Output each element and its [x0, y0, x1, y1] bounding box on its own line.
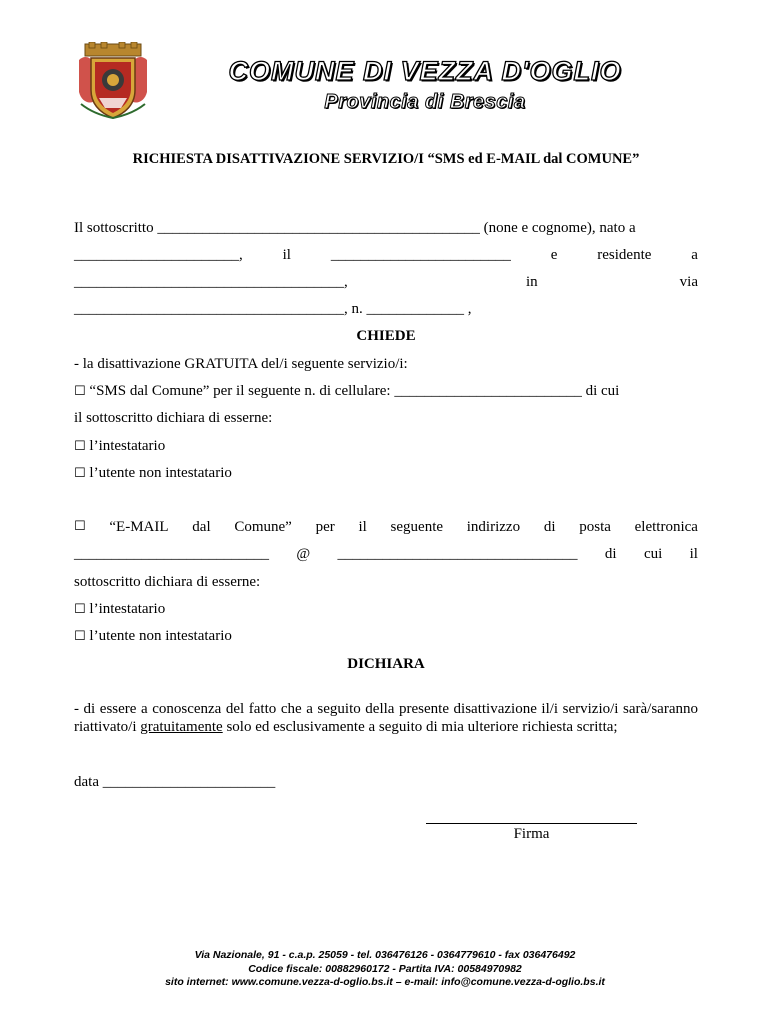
sms-option [74, 382, 698, 401]
chiede-intro: - la disattivazione GRATUITA del/i seguente servizio/i: [74, 356, 408, 372]
word-residente: residente [597, 247, 652, 263]
email-word: il [689, 546, 698, 562]
footer-tax-codes: Codice fiscale: 00882960172 - Partita IVA: 00584970982 [248, 963, 522, 975]
footer-address: Via Nazionale, 91 - c.a.p. 25059 - tel. 036476126 - 0364779610 - fax 036476492 [194, 949, 576, 961]
sms-non-holder-checkbox[interactable]: ☐ [74, 466, 86, 481]
dichiara-paragraph [74, 700, 698, 736]
email-word: “E-MAIL [109, 519, 169, 535]
email-option [74, 518, 698, 536]
email-domain-blank[interactable]: ________________________________ [337, 546, 578, 562]
email-user-blank[interactable]: __________________________ [74, 546, 269, 562]
date-line[interactable]: data _______________________ [74, 774, 276, 790]
email-holder-label: l’intestatario [89, 601, 166, 617]
email-word: seguente [390, 519, 444, 535]
word-il: il [282, 247, 291, 263]
birthdate-blank[interactable]: ________________________ [330, 247, 511, 263]
email-non-holder-checkbox[interactable]: ☐ [74, 629, 86, 644]
sms-declare: il sottoscritto dichiara di esserne: [74, 410, 273, 426]
email-word: indirizzo [466, 519, 521, 535]
sms-option-text: “SMS dal Comune” per il seguente n. di cellulare: _________________________ di cui [89, 383, 620, 399]
word-e: e [550, 247, 558, 263]
word-via: via [679, 274, 698, 290]
dichiara-underlined-word: gratuitamente [140, 719, 223, 735]
email-word: Comune” [234, 519, 292, 535]
email-word: elettronica [634, 519, 698, 535]
email-non-holder-label: l’utente non intestatario [89, 628, 232, 644]
dichiara-text: - di essere a conoscenza del fatto che a seguito della presente disattivazione il/i servizio/i sarà/saranno riattivato/i [74, 701, 698, 735]
email-word: dal [192, 519, 211, 535]
word-a: a [691, 247, 698, 263]
sms-holder-option [74, 437, 698, 456]
residence-blank[interactable]: ____________________________________, [74, 274, 348, 290]
email-word: per [315, 519, 335, 535]
at-sign: @ [296, 546, 311, 562]
birthplace-blank[interactable]: ______________________, [74, 247, 243, 263]
email-word: di [604, 546, 617, 562]
sms-non-holder-option [74, 464, 698, 483]
email-word: cui [643, 546, 663, 562]
signature-line[interactable] [426, 823, 637, 824]
sms-holder-label: l’intestatario [89, 438, 166, 454]
email-word: il [358, 519, 367, 535]
province-name: Provincia di Brescia [324, 91, 526, 113]
email-holder-checkbox[interactable]: ☐ [74, 602, 86, 617]
dichiara-text: solo ed esclusivamente a seguito di mia ulteriore richiesta scritta; [222, 719, 618, 735]
email-checkbox[interactable]: ☐ [74, 519, 86, 534]
email-non-holder-option [74, 627, 698, 646]
sms-non-holder-label: l’utente non intestatario [89, 465, 232, 481]
signature-label: Firma [513, 826, 550, 842]
email-declare: sottoscritto dichiara di esserne: [74, 574, 261, 590]
intro-line-4: ____________________________________, n. _____________ , [74, 301, 472, 317]
dichiara-heading: DICHIARA [347, 656, 425, 672]
email-word: posta [579, 519, 611, 535]
footer-contacts: sito internet: www.comune.vezza-d-oglio.bs.it – e-mail: info@comune.vezza-d-oglio.bs.it [165, 976, 605, 988]
sms-holder-checkbox[interactable]: ☐ [74, 439, 86, 454]
intro-line-1: Il sottoscritto ___________________________________________ (none e cognome), nato a [74, 220, 636, 236]
word-in: in [526, 274, 538, 290]
sms-checkbox[interactable]: ☐ [74, 384, 86, 399]
email-word: di [543, 519, 556, 535]
intro-line-3 [74, 273, 698, 291]
chiede-heading: CHIEDE [356, 328, 416, 344]
email-address-line [74, 545, 698, 563]
document-title: RICHIESTA DISATTIVAZIONE SERVIZIO/I “SMS ed E-MAIL dal COMUNE” [132, 151, 640, 167]
intro-line-2 [74, 246, 698, 264]
email-holder-option [74, 600, 698, 619]
coat-of-arms-icon [77, 42, 149, 120]
town-name: COMUNE DI VEZZA D'OGLIO [228, 56, 622, 86]
